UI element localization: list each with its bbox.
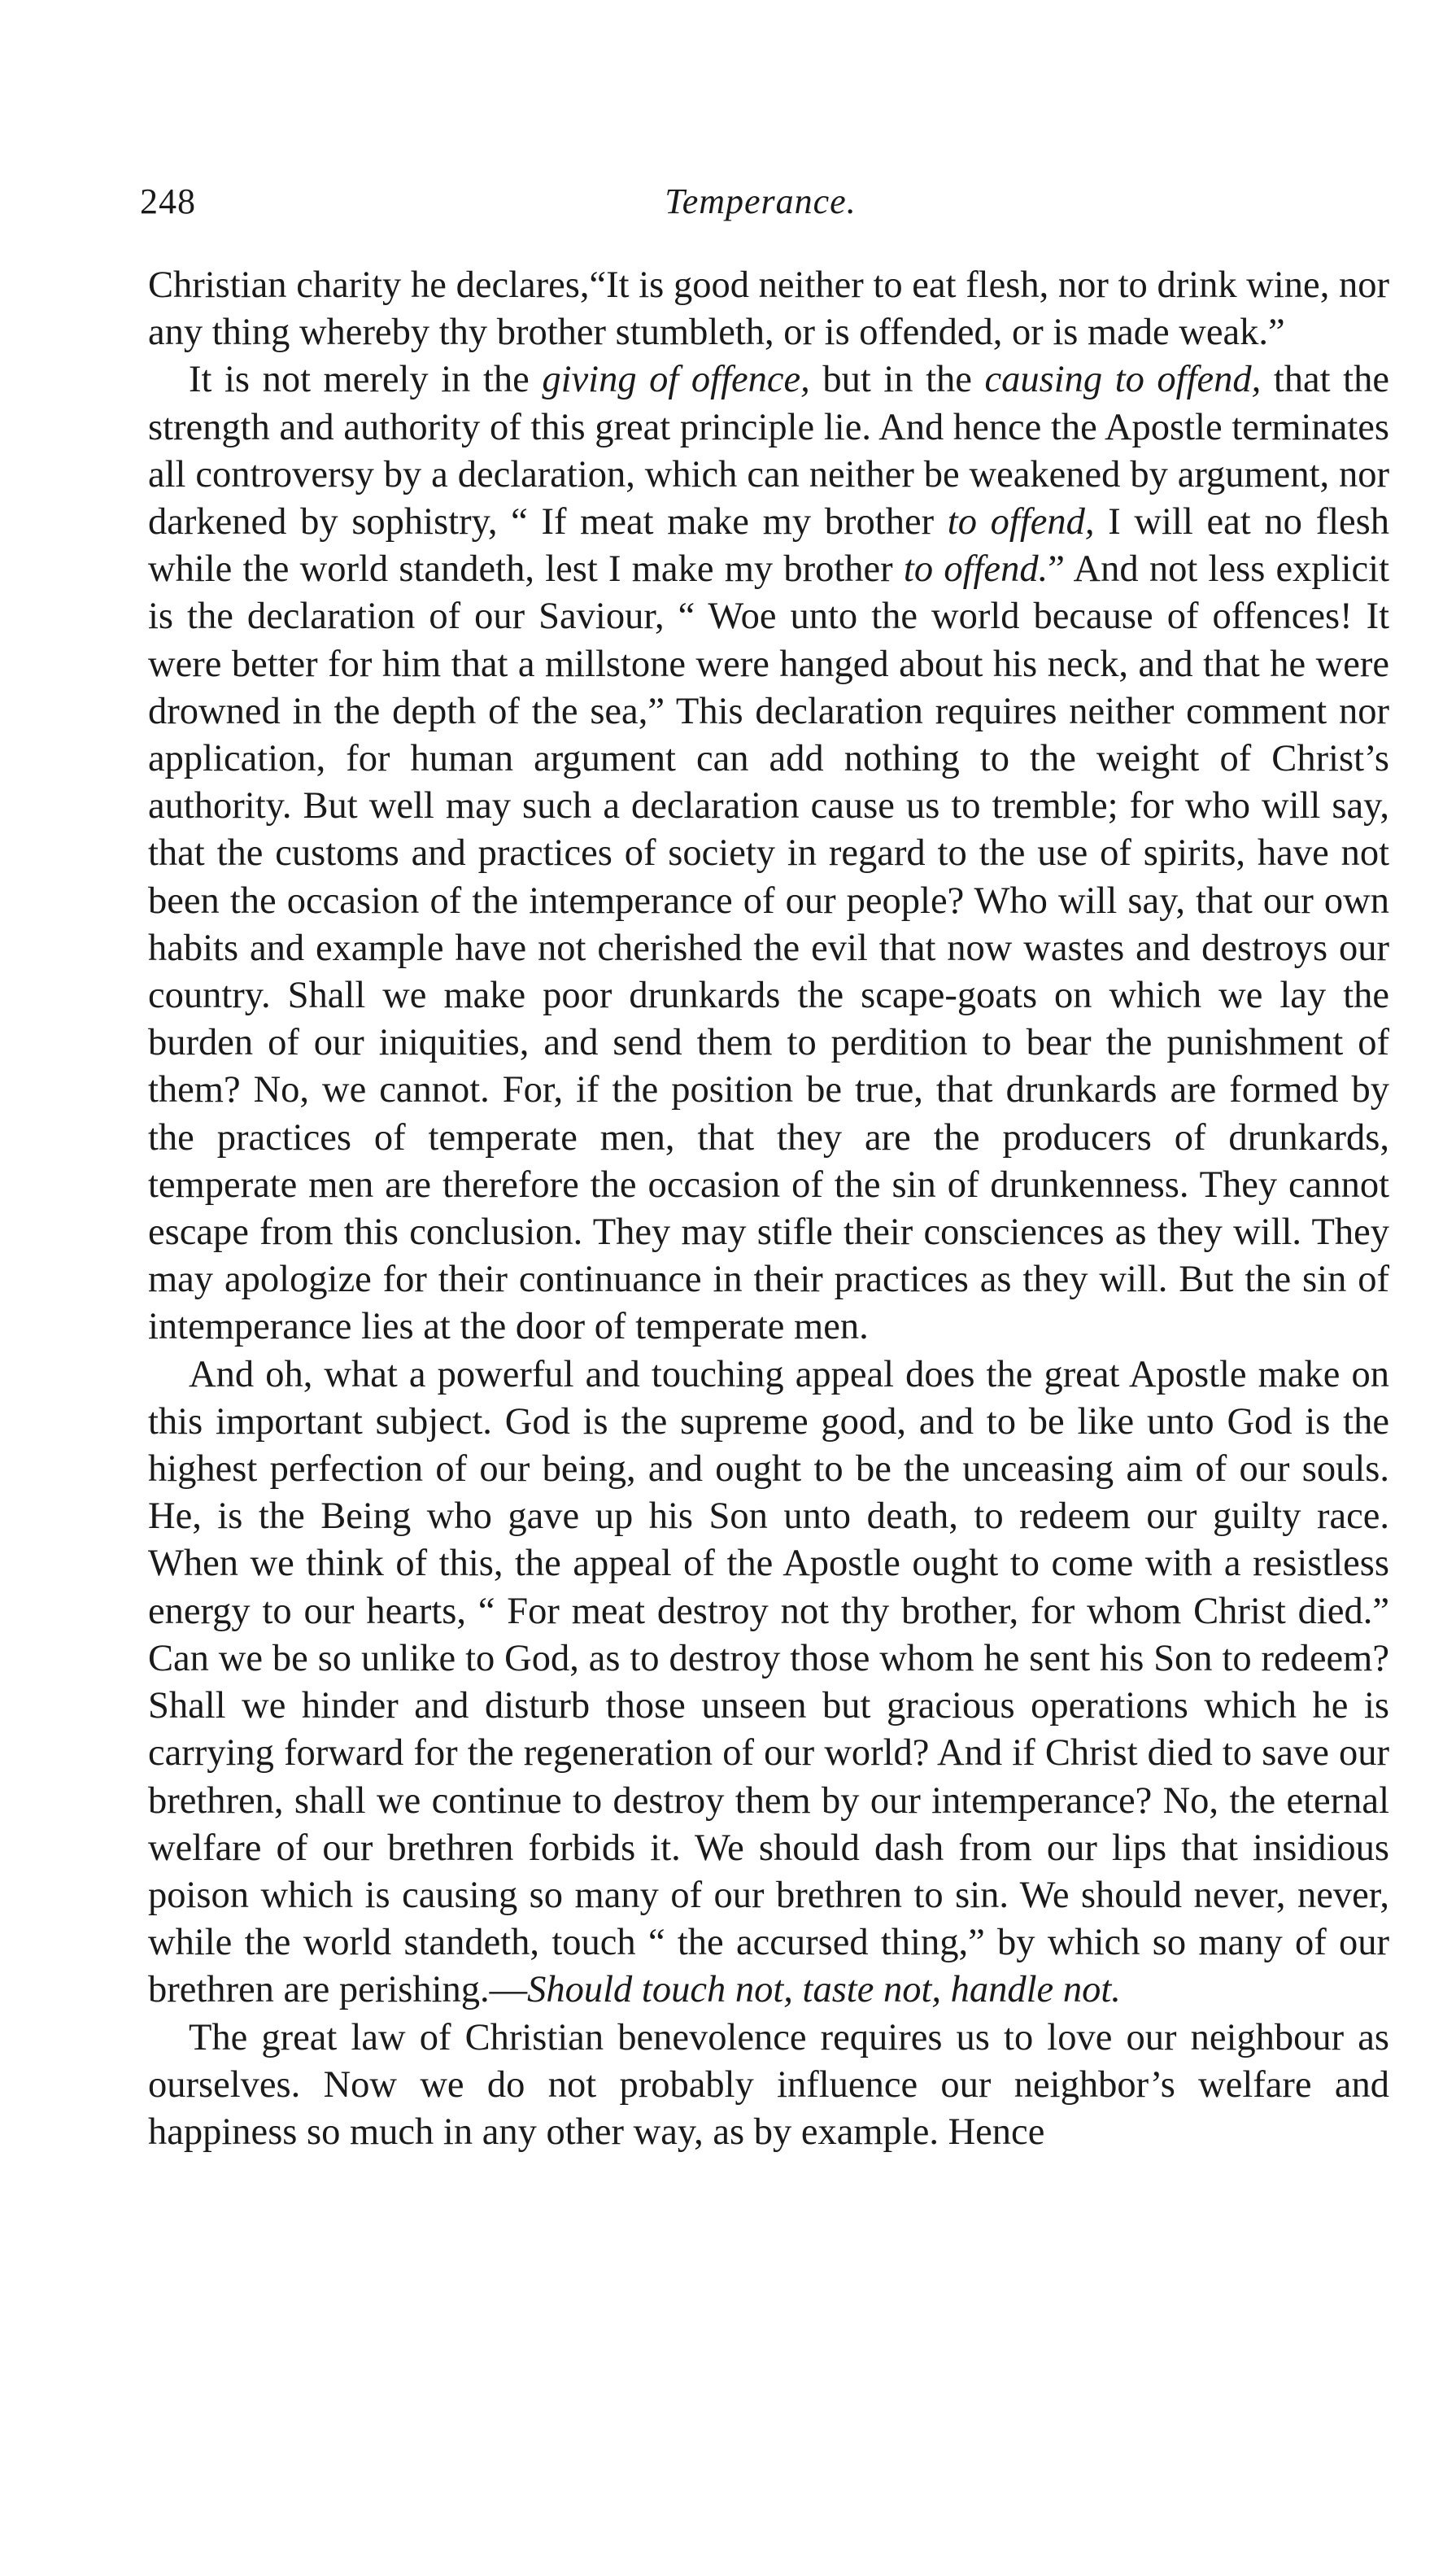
body-text — [148, 262, 1389, 2156]
text-run: ” And not less explicit is the declaration of our Saviour, “ Woe unto the world because of offences! It were better for him that a millstone were hanged about his neck, and that he were drowned in the depth of the sea,” This declaration requires neither comment nor application, for human argument can add nothing to the weight of Christ’s authority. But well may such a declaration cause us to tremble; for who will say, that the customs and practices of society in regard to the use of spirits, have not been the occasion of the intemperance of our people? Who will say, that our own habits and example have not cherished the evil that now wastes and destroys our country. Shall we make poor drunkards the scape-goats on which we lay the burden of our iniquities, and send them to perdition to bear the punishment of them? No, we cannot. For, if the position be true, that drunkards are formed by the practices of temperate men, that they are the producers of drunkards, temperate men are therefore the occasion of the sin of drunkenness. They cannot escape from this conclusion. They may stifle their consciences as they will. They may apologize for their continuance in their practices as they will. But the sin of intemperance lies at the door of temperate men. — [148, 548, 1389, 1348]
paragraph — [148, 356, 1389, 1351]
italic-text: to offend. — [903, 548, 1048, 591]
italic-text: to offend, — [947, 501, 1095, 544]
text-run: It is not merely in the — [189, 359, 543, 401]
text-run: And oh, what a powerful and touching appeal does the great Apostle make on this important subject. God is the supreme good, and to be like unto God is the highest perfection of our being, and ought to be the unceasing aim of our souls. He, is the Being who gave up his Son unto death, to redeem our guilty race. When we think of this, the appeal of the Apostle ought to come with a resistless energy to our hearts, “ For meat destroy not thy brother, for whom Christ died.” Can we be so unlike to God, as to destroy those whom he sent his Son to redeem? Shall we hinder and disturb those unseen but gracious operations which he is carrying forward for the regeneration of our world? And if Christ died to save our brethren, shall we continue to destroy them by our intemperance? No, the eternal welfare of our brethren forbids it. We should dash from our lips that insidious poison which is causing so many of our brethren to sin. We should never, never, while the world standeth, touch “ the accursed thing,” by which so many of our brethren are perishing.— — [148, 1353, 1389, 2011]
text-run: Christian charity he declares,“It is good neither to eat flesh, nor to drink wine, nor any thing whereby thy brother stumbleth, or is offended, or is made weak.” — [148, 264, 1389, 354]
italic-text: giving of offence, — [542, 359, 810, 401]
running-title: Temperance. — [665, 181, 857, 221]
text-run: The great law of Christian benevolence requires us to love our neighbour as ourselves. Now we do not probably influence our neighbor’s welfare and happiness so much in any other way, as by example. Hence — [148, 2016, 1389, 2153]
text-run: that the strength and authority of this great principle lie. And hence the Apostle terminates all controversy by a declaration, which can neither be weakened by argument, nor darkened by sophistry, “ If meat make my brother — [148, 359, 1389, 544]
paragraph — [148, 1351, 1389, 2015]
italic-text: causing to offend, — [984, 359, 1262, 401]
text-run: but in the — [809, 359, 985, 401]
italic-text: Should touch not, taste not, handle not. — [527, 1969, 1121, 2011]
page-header — [140, 181, 1381, 229]
text-run: I will eat no flesh while the world standeth, lest I make my brother — [148, 501, 1389, 591]
page-number: 248 — [140, 181, 196, 221]
paragraph — [148, 2015, 1389, 2157]
paragraph — [148, 262, 1389, 356]
